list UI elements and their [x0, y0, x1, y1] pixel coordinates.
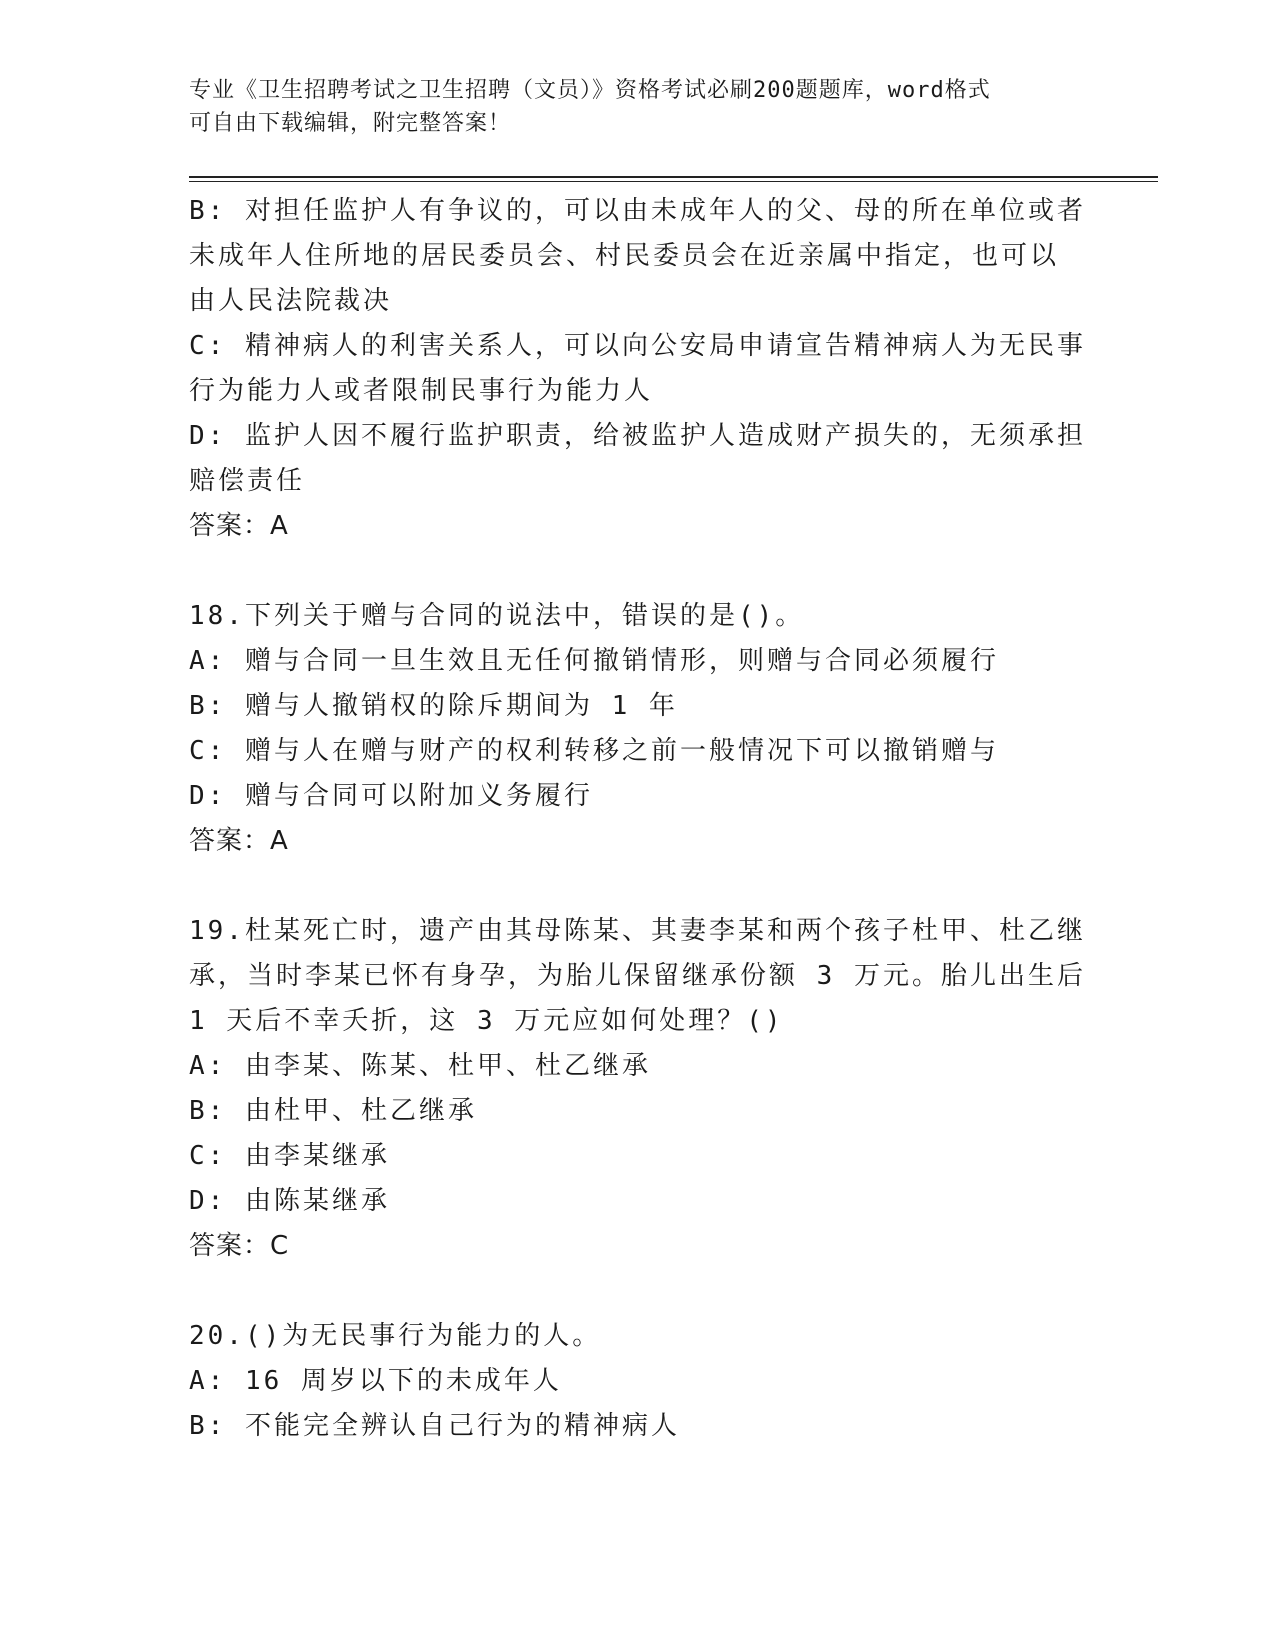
- q19-stem-line-3: 1 天后不幸夭折，这 3 万元应如何处理？(): [189, 1006, 784, 1036]
- header-line-2: 可自由下载编辑，附完整答案！: [189, 111, 512, 136]
- q20-option-b: B: 不能完全辨认自己行为的精神病人: [189, 1411, 680, 1441]
- question-content: [189, 189, 1089, 1449]
- question-19-block: [189, 909, 1089, 1269]
- q17-option-c-line-1: C: 精神病人的利害关系人，可以向公安局申请宣告精神病人为无民事: [189, 331, 1086, 361]
- question-spacer: [189, 1269, 1089, 1314]
- q18-option-c: C: 赠与人在赠与财产的权利转移之前一般情况下可以撤销赠与: [189, 736, 999, 766]
- q17-option-d-line-1: D: 监护人因不履行监护职责，给被监护人造成财产损失的，无须承担: [189, 421, 1086, 451]
- q19-answer: 答案：C: [189, 1231, 290, 1261]
- document-header: [189, 74, 1089, 140]
- q17-option-b-line-3: 由人民法院裁决: [189, 286, 393, 316]
- question-18-block: [189, 594, 1089, 864]
- q18-option-b: B: 赠与人撤销权的除斥期间为 1 年: [189, 691, 678, 721]
- q19-stem-line-2: 承，当时李某已怀有身孕，为胎儿保留继承份额 3 万元。胎儿出生后: [189, 961, 1086, 991]
- q20-stem: 20.()为无民事行为能力的人。: [189, 1321, 602, 1351]
- q19-option-a: A: 由李某、陈某、杜甲、杜乙继承: [189, 1051, 651, 1081]
- q17-option-b-line-2: 未成年人住所地的居民委员会、村民委员会在近亲属中指定，也可以: [189, 241, 1060, 271]
- q20-option-a: A: 16 周岁以下的未成年人: [189, 1366, 562, 1396]
- question-20-block: [189, 1314, 1089, 1449]
- q18-answer: 答案：A: [189, 826, 289, 856]
- question-17-block: [189, 189, 1089, 549]
- q19-option-b: B: 由杜甲、杜乙继承: [189, 1096, 477, 1126]
- q19-stem-line-1: 19.杜某死亡时，遗产由其母陈某、其妻李某和两个孩子杜甲、杜乙继: [189, 916, 1086, 946]
- q17-option-c-line-2: 行为能力人或者限制民事行为能力人: [189, 376, 654, 406]
- q18-stem: 18.下列关于赠与合同的说法中，错误的是()。: [189, 601, 805, 631]
- q18-option-d: D: 赠与合同可以附加义务履行: [189, 781, 593, 811]
- q19-option-d: D: 由陈某继承: [189, 1186, 390, 1216]
- header-divider-thick: [189, 176, 1158, 178]
- header-line-1: 专业《卫生招聘考试之卫生招聘（文员）》资格考试必刷200题题库，word格式: [189, 78, 991, 103]
- header-divider-thin: [189, 181, 1158, 182]
- q19-option-c: C: 由李某继承: [189, 1141, 390, 1171]
- q18-option-a: A: 赠与合同一旦生效且无任何撤销情形，则赠与合同必须履行: [189, 646, 999, 676]
- q17-option-b-line-1: B: 对担任监护人有争议的，可以由未成年人的父、母的所在单位或者: [189, 196, 1086, 226]
- q17-answer: 答案：A: [189, 511, 289, 541]
- question-spacer: [189, 549, 1089, 594]
- q17-option-d-line-2: 赔偿责任: [189, 466, 306, 496]
- question-spacer: [189, 864, 1089, 909]
